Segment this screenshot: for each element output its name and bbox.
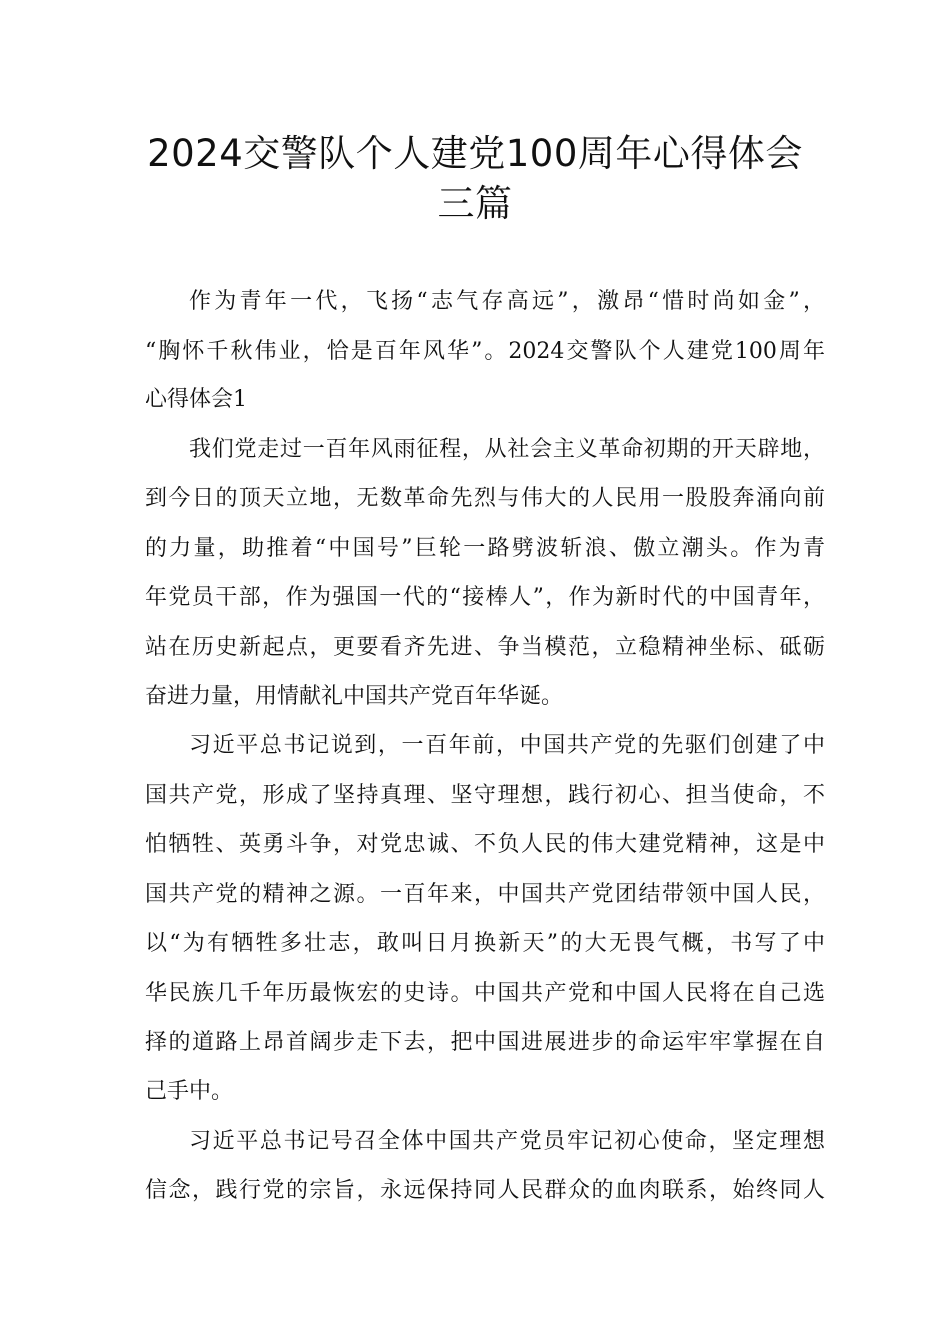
paragraph-line: 作为青年一代，飞扬“志气存高远”，激昂“惜时尚如金”， [189, 289, 825, 314]
paragraph-line: 信念，践行党的宗旨，永远保持同人民群众的血肉联系，始终同人 [145, 1178, 825, 1203]
paragraph-line: 心得体会1 [145, 387, 247, 412]
document-title-line-2: 三篇 [437, 182, 513, 225]
paragraph-line: 到今日的顶天立地，无数革命先烈与伟大的人民用一股股奔涌向前 [145, 486, 825, 511]
paragraph-line: “胸怀千秋伟业，恰是百年风华”。2024交警队个人建党100周年 [145, 339, 825, 364]
paragraph-line: 习近平总书记号召全体中国共产党员牢记初心使命，坚定理想 [189, 1129, 825, 1154]
document-title-line-1: 2024交警队个人建党100周年心得体会 [147, 132, 803, 175]
paragraph-line: 我们党走过一百年风雨征程，从社会主义革命初期的开天辟地， [189, 437, 825, 462]
paragraph-line: 国共产党的精神之源。一百年来，中国共产党团结带领中国人民， [145, 882, 825, 907]
paragraph-line: 以“为有牺牲多壮志，敢叫日月换新天”的大无畏气概，书写了中 [145, 931, 825, 956]
paragraph-line: 己手中。 [145, 1079, 234, 1104]
paragraph-line: 站在历史新起点，更要看齐先进、争当模范，立稳精神坐标、砥砺 [145, 635, 825, 660]
paragraph-line: 国共产党，形成了坚持真理、坚守理想，践行初心、担当使命，不 [145, 783, 825, 808]
paragraph-line: 怕牺牲、英勇斗争，对党忠诚、不负人民的伟大建党精神，这是中 [145, 832, 825, 857]
paragraph-line: 择的道路上昂首阔步走下去，把中国进展进步的命运牢牢掌握在自 [145, 1030, 825, 1055]
paragraph-line: 奋进力量，用情献礼中国共产党百年华诞。 [145, 684, 564, 709]
paragraph-line: 的力量，助推着“中国号”巨轮一路劈波斩浪、傲立潮头。作为青 [145, 536, 825, 561]
paragraph-line: 华民族几千年历最恢宏的史诗。中国共产党和中国人民将在自己选 [145, 981, 825, 1006]
paragraph-line: 习近平总书记说到，一百年前，中国共产党的先驱们创建了中 [189, 733, 825, 758]
paragraph-line: 年党员干部，作为强国一代的“接棒人”，作为新时代的中国青年， [145, 585, 825, 610]
